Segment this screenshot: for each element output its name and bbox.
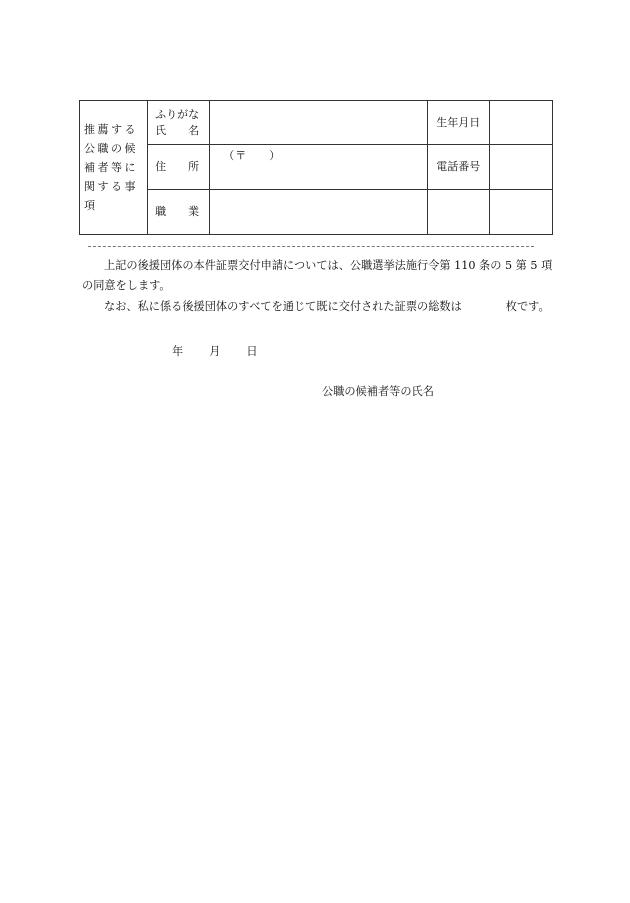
date-line [172,343,258,359]
month-label: 月 [209,345,221,358]
section-heading-line-4: 関する事 [84,180,138,193]
address-label-cell [148,145,210,190]
occupation-label-cell [148,190,210,235]
section-heading-line-2: 公職の候 [84,142,138,155]
name-label-cell [148,101,210,145]
certificate-count-text-before: なお、私に係る後援団体のすべてを通じて既に交付された証票の総数は [104,300,462,313]
name-label-char-1: 氏 [155,123,167,137]
day-blank[interactable] [220,343,246,359]
occupation-label-char-2: 業 [188,205,200,218]
occupation-value-field[interactable] [210,190,427,235]
postal-code-close: ） [269,149,282,162]
name-value-field[interactable] [210,101,427,145]
dashed-separator [88,246,534,247]
month-blank[interactable] [183,343,209,359]
name-label-char-2: 名 [188,123,200,137]
occupation-extra-cell-2 [489,190,552,235]
occupation-label [155,204,199,220]
occupation-extra-cell-1 [427,190,489,235]
section-heading-line-3: 補者等に [84,161,138,174]
section-heading-cell [80,101,148,235]
consent-paragraph: 上記の後援団体の本件証票交付申請については、公職選挙法施行令第 110 条の 5 第 5 項の同意をします。 [82,259,553,292]
day-label: 日 [246,345,258,358]
birthdate-value-field[interactable] [489,101,552,145]
name-label [155,123,199,139]
candidate-name-label: 公職の候補者等の氏名 [322,385,434,398]
candidate-info-table [79,100,553,235]
year-label: 年 [172,345,184,358]
section-heading-line-5: 項 [84,199,98,212]
section-heading [84,120,144,215]
address-value-field[interactable] [210,145,427,190]
certificate-count-text-after: 枚です。 [505,300,550,313]
birthdate-label: 生年月日 [427,101,489,145]
address-label-char-1: 住 [155,160,167,173]
postal-code-open: （〒 [223,149,248,162]
candidate-name-line [322,383,434,399]
furigana-label: ふりがな [155,107,200,121]
section-heading-line-1: 推薦する [84,123,138,136]
phone-value-field[interactable] [489,145,552,190]
certificate-count-paragraph [82,297,554,317]
phone-label: 電話番号 [427,145,489,190]
occupation-label-char-1: 職 [155,205,167,218]
address-label [155,159,199,175]
address-label-char-2: 所 [188,160,200,173]
